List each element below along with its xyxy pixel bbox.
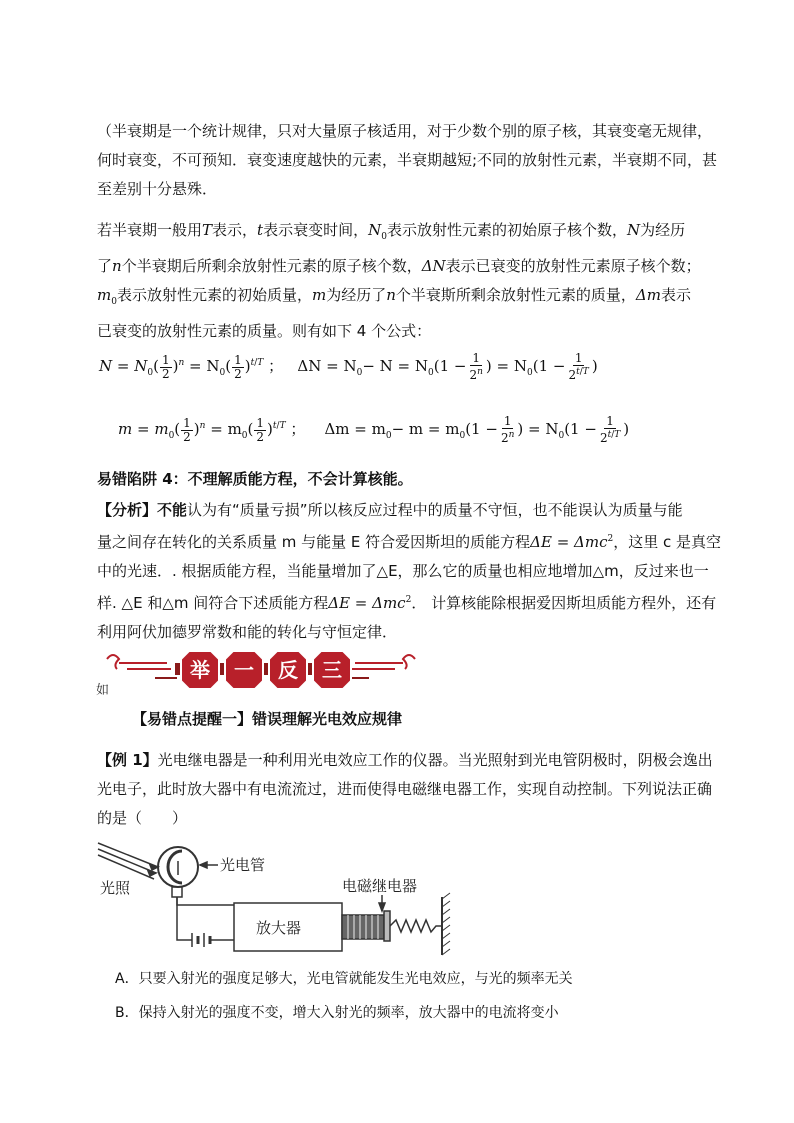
fraction: $\frac{1}{2}$ xyxy=(161,352,170,381)
light-rays xyxy=(98,843,158,879)
light-label: 光照 xyxy=(100,879,131,897)
formula-row-1: $N = N_0$( $\frac{1}{2}$ )$^n = N_0$( $\frac{1}{2}$ )$^{t/T}$ ； $\Delta N = N_0- N = N_0(1$ − $\frac{1}{2^n}$ ) = $N_0(1$ − $\frac{1}{2^{t/T}}$ ) xyxy=(99,351,598,382)
fraction: $\frac{1}{2^{t/T}}$ xyxy=(599,414,621,445)
left-scroll-ornament xyxy=(107,655,177,678)
relay-label: 电磁继电器 xyxy=(342,877,418,895)
phototube-label: 光电管 xyxy=(220,856,266,874)
analysis-paragraph xyxy=(97,496,722,647)
formula-row-2: $m = m_0$( $\frac{1}{2}$ )$^n = m_0$( $\frac{1}{2}$ )$^{t/T}$ ； $\Delta m = m_0- m = m_0(1$ − $\frac{1}{2^n}$ ) = $N_0(1$ − $\frac{1}{2^{t/T}}$ ) xyxy=(118,414,630,445)
definition-line-3: $m_0$表示放射性元素的初始质量，m为经历了n个半衰斯所剩余放射性元素的质量，Δm表示 xyxy=(97,286,691,307)
example-line-2: 光电子，此时放大器中有电流流过，进而使得电磁继电器工作，实现自动控制。下列说法正确 xyxy=(97,780,713,798)
banner-graphic xyxy=(97,645,427,695)
definition-line-4: 已衰变的放射性元素的质量。则有如下 4 个公式： xyxy=(97,322,432,340)
example-line-1: 【例 1】光电继电器是一种利用光电效应工作的仪器。当光照射到光电管阴极时，阴极会逸出 xyxy=(97,751,713,769)
fraction: $\frac{1}{2^{t/T}}$ xyxy=(568,351,589,382)
definition-line-2: 了n个半衰期后所剩余放射性元素的原子核个数，ΔN表示已衰变的放射性元素原子核个数； xyxy=(97,257,701,275)
definition-paragraph xyxy=(97,216,701,346)
stray-char: 如 xyxy=(96,683,110,698)
trap-title: 易错陷阱 4：不理解质能方程，不会计算核能。 xyxy=(97,470,413,488)
banner-char: 三 xyxy=(322,658,342,682)
intro-line: 至差别十分悬殊． xyxy=(97,180,218,198)
example-paragraph xyxy=(97,746,713,833)
amplifier-label: 放大器 xyxy=(256,919,302,937)
example-line-3: 的是（ ） xyxy=(97,809,188,827)
fraction: $\frac{1}{2^n}$ xyxy=(469,351,483,382)
fraction: $\frac{1}{2}$ xyxy=(183,415,191,444)
fraction: $\frac{1}{2}$ xyxy=(234,352,242,381)
intro-line: 何时衰变，不可预知．衰变速度越快的元素，半衰期越短;不同的放射性元素，半衰期不同，甚 xyxy=(97,151,718,169)
battery-icon xyxy=(192,933,210,947)
right-scroll-ornament xyxy=(347,655,415,678)
option-b: B．保持入射光的强度不变，增大入射光的频率，放大器中的电流将变小 xyxy=(115,1005,559,1021)
analysis-line-2: 量之间存在转化的关系质量 m 与能量 E 符合爱因斯坦的质能方程ΔE = Δmc$^2$，这里 c 是真空 xyxy=(97,533,722,551)
banner-char: 举 xyxy=(190,658,210,682)
intro-paragraph xyxy=(97,117,718,204)
fraction: $\frac{1}{2^n}$ xyxy=(500,414,515,445)
circuit-svg xyxy=(96,835,476,965)
analysis-line-5: 利用阿伏加德罗常数和能的转化与守恒定律． xyxy=(97,623,398,641)
section-banner xyxy=(97,645,427,695)
fraction: $\frac{1}{2}$ xyxy=(256,415,265,444)
analysis-line-3: 中的光速．. 根据质能方程，当能量增加了△E，那么它的质量也相应地增加△m，反过来也一 xyxy=(97,562,709,580)
definition-line-1: 若半衰期一般用T表示，t表示衰变时间，$N_0$表示放射性元素的初始原子核个数，N为经历 xyxy=(97,221,686,242)
analysis-line-1: 【分析】不能认为有“质量亏损”所以核反应过程中的质量不守恒，也不能误认为质量与能 xyxy=(97,501,683,519)
analysis-line-4: 样. △E 和△m 间符合下述质能方程ΔE = Δmc$^2$． 计算核能除根据爱因斯坦质能方程外，还有 xyxy=(97,594,717,612)
option-a: A．只要入射光的强度足够大，光电管就能发生光电效应，与光的频率无关 xyxy=(115,971,573,987)
tip-heading: 【易错点提醒一】错误理解光电效应规律 xyxy=(132,710,403,728)
intro-line: （半衰期是一个统计规律，只对大量原子核适用，对于少数个别的原子核，其衰变毫无规律， xyxy=(97,122,713,140)
banner-char: 一 xyxy=(234,658,254,682)
photo-relay-diagram xyxy=(96,835,476,965)
spring-icon xyxy=(390,920,442,932)
banner-char: 反 xyxy=(278,658,298,682)
